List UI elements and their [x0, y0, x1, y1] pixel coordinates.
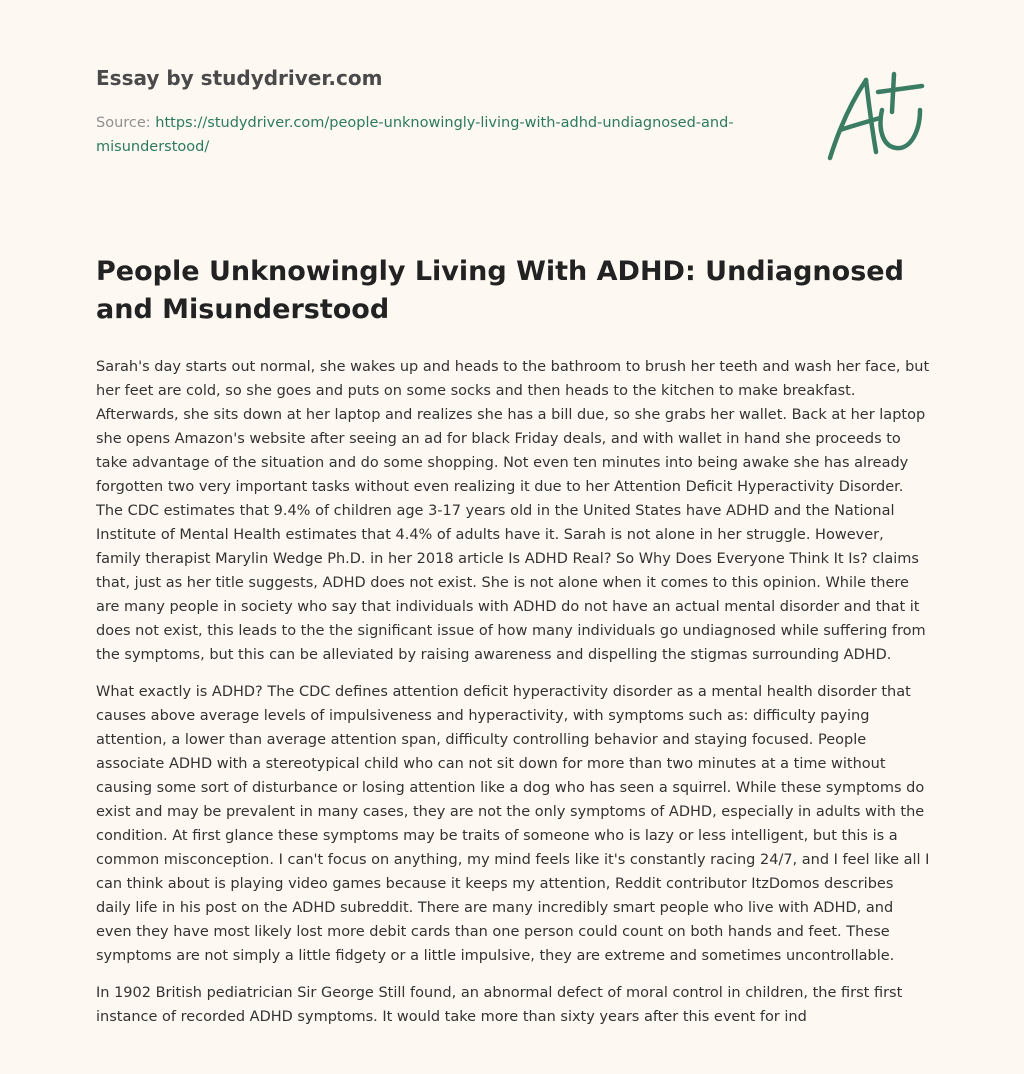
a-plus-grade-icon — [822, 66, 930, 166]
article-paragraph: What exactly is ADHD? The CDC defines attention deficit hyperactivity disorder as a mental health disorder that causes above average levels of impulsiveness and hyperactivity, with symptoms such as: difficulty paying attention, a lower than average attention span, difficulty controlling behavior and staying focused. People associate ADHD with a stereotypical child who can not sit down for more than two minutes at a time without causing some sort of disturbance or losing attention like a dog who has seen a squirrel. While these symptoms do exist and may be prevalent in many cases, they are not the only symptoms of ADHD, especially in adults with the condition. At first glance these symptoms may be traits of someone who is lazy or less intelligent, but this is a common misconception. I can't focus on anything, my mind feels like it's constantly racing 24/7, and I feel like all I can think about is playing video games because it keeps my attention, Reddit contributor ItzDomos describes daily life in his post on the ADHD subreddit. There are many incredibly smart people who live with ADHD, and even they have most likely lost more debit cards than one person could count on both hands and feet. These symptoms are not simply a little fidgety or a little impulsive, they are extreme and sometimes uncontrollable. — [96, 684, 930, 964]
article-paragraph: Sarah's day starts out normal, she wakes up and heads to the bathroom to brush her teeth and wash her face, but her feet are cold, so she goes and puts on some socks and then heads to the kitchen to make breakfast. Afterwards, she sits down at her laptop and realizes she has a bill due, so she grabs her wallet. Back at her laptop she opens Amazon's website after seeing an ad for black Friday deals, and with wallet in hand she proceeds to take advantage of the situation and do some shopping. Not even ten minutes into being awake she has already forgotten two very important tasks without even realizing it due to her Attention Deficit Hyperactivity Disorder. The CDC estimates that 9.4% of children age 3-17 years old in the United States have ADHD and the National Institute of Mental Health estimates that 4.4% of adults have it. Sarah is not alone in her struggle. However, family therapist Marylin Wedge Ph.D. in her 2018 article Is ADHD Real? So Why Does Everyone Think It Is? claims that, just as her title suggests, ADHD does not exist. She is not alone when it comes to this opinion. While there are many people in society who say that individuals with ADHD do not have an actual mental disorder and that it does not exist, this leads to the the significant issue of how many individuals go undiagnosed while suffering from the symptoms, but this can be alleviated by raising awareness and dispelling the stigmas surrounding ADHD. — [96, 359, 930, 663]
article-paragraph: In 1902 British pediatrician Sir George Still found, an abnormal defect of moral control in children, the first first instance of recorded ADHD symptoms. It would take more than sixty years after this event for ind — [96, 985, 903, 1025]
article-body — [96, 355, 930, 1042]
document-header — [96, 64, 796, 159]
brand-title: Essay by studydriver.com — [96, 66, 383, 90]
source-link[interactable]: https://studydriver.com/people-unknowingly-living-with-adhd-undiagnosed-and-misunderstood/ — [96, 115, 734, 155]
article-title: People Unknowingly Living With ADHD: Undiagnosed and Misunderstood — [96, 256, 904, 325]
a-plus-logo-svg — [822, 66, 930, 166]
source-label: Source: — [96, 115, 156, 131]
source-line — [96, 111, 796, 159]
